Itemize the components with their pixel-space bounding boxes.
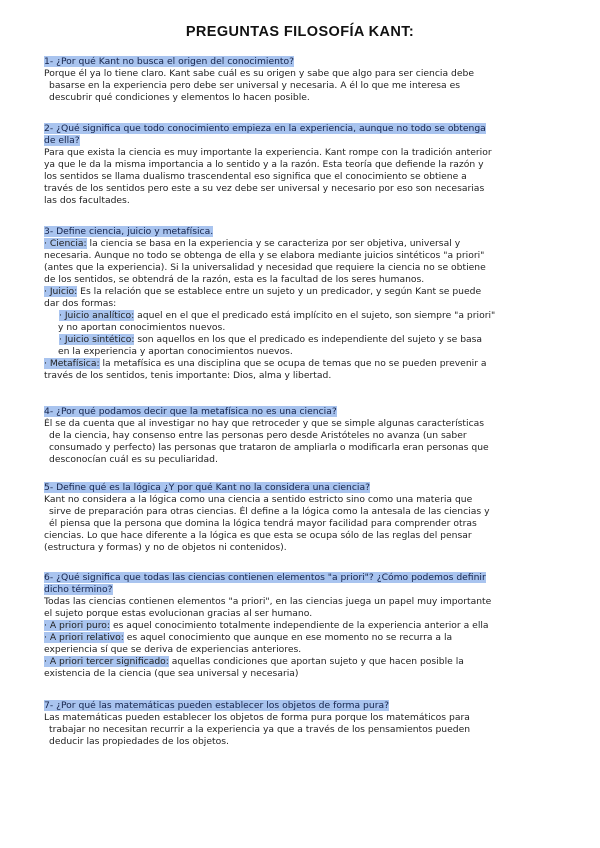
answer-line: el sujeto porque estas evolucionan gracias al ser humano. — [44, 608, 313, 619]
term-ciencia: · Ciencia: — [44, 238, 87, 249]
answer-line: (antes que la experiencia). Si la universalidad y necesidad que requiere la ciencia no se obtiene — [44, 262, 486, 273]
question-6-heading-cont: dicho término? — [44, 584, 113, 595]
question-3 — [44, 226, 556, 382]
definition-ciencia: · Ciencia: la ciencia se basa en la experiencia y se caracteriza por ser objetiva, universal y — [44, 238, 461, 249]
answer-line: Las matemáticas pueden establecer los objetos de forma pura porque los matemáticos para — [44, 712, 470, 723]
answer-line: dar dos formas: — [44, 298, 117, 309]
answer-line: Kant no considera a la lógica como una ciencia a sentido estricto sino como una materia que — [44, 494, 473, 505]
question-5 — [44, 482, 556, 554]
answer-line: desconocían cuál es su peculiaridad. — [49, 454, 218, 465]
question-1-heading: 1- ¿Por qué Kant no busca el origen del conocimiento? — [44, 56, 295, 67]
definition-metafisica: · Metafísica: la metafísica es una disciplina que se ocupa de temas que no se pueden prevenir a — [44, 358, 487, 369]
term-metafisica: · Metafísica: — [44, 358, 100, 369]
answer-line: Él se da cuenta que al investigar no hay que retroceder y que se simple algunas características — [44, 418, 485, 429]
answer-line: Porque él ya lo tiene claro. Kant sabe cuál es su origen y sabe que algo para ser ciencia debe — [44, 68, 474, 79]
answer-line: los sentidos se llama dualismo trascendental eso significa que el conocimiento se obtiene a — [44, 171, 467, 182]
answer-line: deducir las propiedades de los objetos. — [49, 736, 229, 747]
answer-line: de los sentidos, se obtendrá de la razón, esta es la facultad de los seres humanos. — [44, 274, 425, 285]
term-juicio-analitico: · Juicio analítico: — [59, 310, 135, 321]
definition-juicio-sintetico: · Juicio sintético: son aquellos en los que el predicado es independiente del sujeto y se basa — [59, 334, 483, 345]
question-2-heading-cont: de ella? — [44, 135, 80, 146]
term-a-priori-puro: · A priori puro: — [44, 620, 111, 631]
answer-line: y no aportan conocimientos nuevos. — [58, 322, 226, 333]
question-3-heading: 3- Define ciencia, juicio y metafísica. — [44, 226, 214, 237]
answer-line: Todas las ciencias contienen elementos "a priori", en las ciencias juega un papel muy importante — [44, 596, 492, 607]
definition-juicio-analitico: · Juicio analítico: aquel en el que el predicado está implícito en el sujeto, son siempre "a priori" — [59, 310, 496, 321]
answer-line: ciencias. Lo que hace diferente a la lógica es que esta se ocupa sólo de las reglas del pensar — [44, 530, 472, 541]
question-6-heading: 6- ¿Qué significa que todas las ciencias contienen elementos "a priori"? ¿Cómo podemos definir — [44, 572, 486, 583]
answer-line: ya que le da la misma importancia a lo sentido y a la razón. Esta teoría que defiende la razón y — [44, 159, 484, 170]
page-title: PREGUNTAS FILOSOFÍA KANT: — [185, 24, 415, 40]
answer-line: trabajar no necesitan recurrir a la experiencia ya que a través de los pensamientos pueden — [49, 724, 471, 735]
question-6 — [44, 572, 556, 680]
answer-line: Para que exista la ciencia es muy importante la experiencia. Kant rompe con la tradición anterior — [44, 147, 492, 158]
definition-a-priori-tercer: · A priori tercer significado: aquellas condiciones que aportan sujeto y que hacen posible la — [44, 656, 464, 667]
term-a-priori-relativo: · A priori relativo: — [44, 632, 124, 643]
answer-line: descubrir qué condiciones y elementos lo hacen posible. — [49, 92, 310, 103]
term-juicio-sintetico: · Juicio sintético: — [59, 334, 135, 345]
answer-line: él piensa que la persona que domina la lógica tendrá mayor facilidad para comprender otras — [49, 518, 477, 529]
question-5-heading: 5- Define qué es la lógica ¿Y por qué Kant no la considera una ciencia? — [44, 482, 370, 493]
question-2 — [44, 123, 556, 207]
term-a-priori-tercer: · A priori tercer significado: — [44, 656, 169, 667]
answer-line: basarse en la experiencia pero debe ser universal y necesaria. A él lo que me interesa es — [49, 80, 461, 91]
definition-juicio: · Juicio: Es la relación que se establece entre un sujeto y un predicador, y según Kant se puede — [44, 286, 482, 297]
answer-line: través de los sentidos pero este a su vez debe ser universal y necesario por eso son necesarias — [44, 183, 485, 194]
definition-a-priori-relativo: · A priori relativo: es aquel conocimiento que aunque en ese momento no se recurra a la — [44, 632, 453, 643]
definition-a-priori-puro: · A priori puro: es aquel conocimiento totalmente independiente de la experiencia anterior a ella — [44, 620, 489, 631]
question-4 — [44, 406, 556, 466]
answer-line: consumado y perfecto) las personas que trataron de ampliarla o modificarla eran personas que — [49, 442, 489, 453]
question-4-heading: 4- ¿Por qué podamos decir que la metafísica no es una ciencia? — [44, 406, 337, 417]
answer-line: las dos facultades. — [44, 195, 130, 206]
answer-line: (estructura y formas) y no de objetos ni contenidos). — [44, 542, 287, 553]
answer-line: experiencia sí que se deriva de experiencias anteriores. — [44, 644, 302, 655]
answer-line: través de los sentidos, tenis importante: Dios, alma y libertad. — [44, 370, 332, 381]
answer-line: existencia de la ciencia (que sea universal y necesaria) — [44, 668, 299, 679]
question-7 — [44, 700, 556, 748]
question-7-heading: 7- ¿Por qué las matemáticas pueden establecer los objetos de forma pura? — [44, 700, 389, 711]
answer-line: sirve de preparación para otras ciencias. Él define a la lógica como la antesala de las ciencias y — [49, 506, 490, 517]
question-1 — [44, 56, 556, 104]
term-juicio: · Juicio: — [44, 286, 78, 297]
question-2-heading: 2- ¿Qué significa que todo conocimiento empieza en la experiencia, aunque no todo se obtenga — [44, 123, 486, 134]
answer-line: necesaria. Aunque no todo se obtenga de ella y se elabora mediante juicios sintéticos "a priori" — [44, 250, 485, 261]
answer-line: en la experiencia y aportan conocimientos nuevos. — [58, 346, 293, 357]
answer-line: de la ciencia, hay consenso entre las personas pero desde Aristóteles no avanza (un saber — [49, 430, 467, 441]
